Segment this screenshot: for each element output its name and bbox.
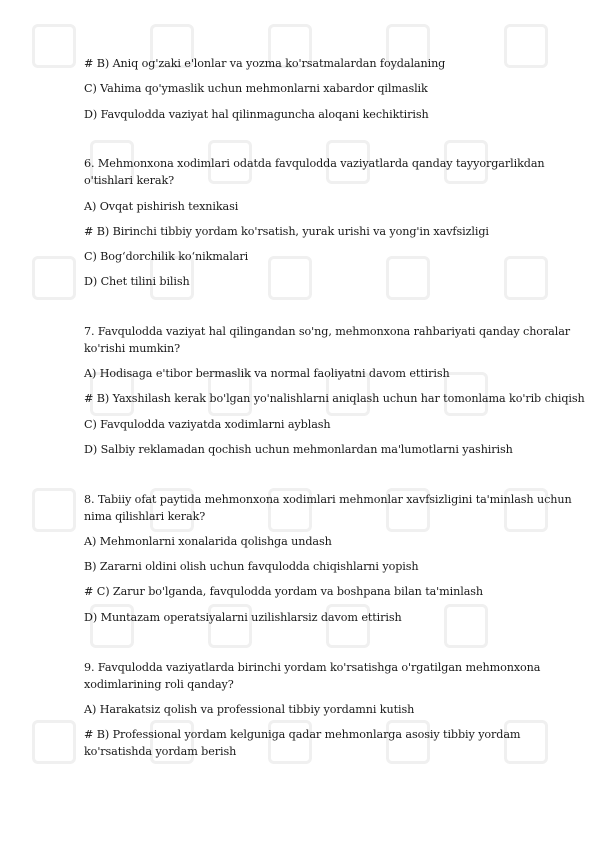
watermark-logo xyxy=(32,488,76,532)
watermark-logo xyxy=(504,720,548,764)
answer-line: # B) Professional yordam kelguniga qadar mehmonlarga asosiy tibbiy yordam xyxy=(84,728,521,741)
question-line: o'tishlari kerak? xyxy=(84,174,175,187)
watermark-logo xyxy=(386,256,430,300)
answer-line: ko'rsatishda yordam berish xyxy=(84,745,237,758)
watermark-logo xyxy=(268,256,312,300)
answer-line: A) Mehmonlarni xonalarida qolishga undash xyxy=(84,535,332,548)
answer-line: A) Ovqat pishirish texnikasi xyxy=(84,200,239,213)
answer-line: # B) Birinchi tibbiy yordam ko'rsatish, yurak urishi va yong'in xavfsizligi xyxy=(84,225,489,238)
watermark-logo xyxy=(32,256,76,300)
answer-line: # B) Aniq og'zaki e'lonlar va yozma ko'rsatmalardan foydalaning xyxy=(84,57,446,70)
answer-line: # B) Yaxshilash kerak bo'lgan yo'nalishlarni aniqlash uchun har tomonlama ko'rib chiqish xyxy=(84,392,585,405)
watermark-logo xyxy=(32,720,76,764)
watermark-logo xyxy=(504,24,548,68)
question-line: ko'rishi mumkin? xyxy=(84,342,180,355)
answer-line: A) Hodisaga e'tibor bermaslik va normal faoliyatni davom ettirish xyxy=(84,367,450,380)
watermark-logo xyxy=(504,256,548,300)
question-line: nima qilishlari kerak? xyxy=(84,510,206,523)
answer-line: D) Chet tilini bilish xyxy=(84,275,190,288)
answer-line: A) Harakatsiz qolish va professional tibbiy yordamni kutish xyxy=(84,703,415,716)
watermark-logo xyxy=(32,24,76,68)
answer-line: D) Salbiy reklamadan qochish uchun mehmonlardan ma'lumotlarni yashirish xyxy=(84,443,513,456)
question-line: 8. Tabiiy ofat paytida mehmonxona xodimlari mehmonlar xavfsizligini ta'minlash uchun xyxy=(84,493,572,506)
question-line: 7. Favqulodda vaziyat hal qilingandan so'ng, mehmonxona rahbariyati qanday choralar xyxy=(84,325,571,338)
answer-line: B) Zararni oldini olish uchun favqulodda chiqishlarni yopish xyxy=(84,560,419,573)
answer-line: C) Favqulodda vaziyatda xodimlarni ayblash xyxy=(84,418,331,431)
watermark-logo xyxy=(444,604,488,648)
question-line: 9. Favqulodda vaziyatlarda birinchi yordam ko'rsatishga o'rgatilgan mehmonxona xyxy=(84,661,541,674)
watermark-logo xyxy=(386,720,430,764)
answer-line: C) Vahima qo'ymaslik uchun mehmonlarni xabardor qilmaslik xyxy=(84,82,428,95)
question-line: xodimlarining roli qanday? xyxy=(84,678,234,691)
watermark-logo xyxy=(268,720,312,764)
answer-line: D) Favqulodda vaziyat hal qilinmaguncha aloqani kechiktirish xyxy=(84,108,429,121)
answer-line: D) Muntazam operatsiyalarni uzilishlarsiz davom ettirish xyxy=(84,611,402,624)
answer-line: # C) Zarur bo'lganda, favqulodda yordam va boshpana bilan ta'minlash xyxy=(84,585,484,598)
question-line: 6. Mehmonxona xodimlari odatda favqulodda vaziyatlarda qanday tayyorgarlikdan xyxy=(84,157,545,170)
answer-line: C) Bog‘dorchilik ko‘nikmalari xyxy=(84,250,249,263)
